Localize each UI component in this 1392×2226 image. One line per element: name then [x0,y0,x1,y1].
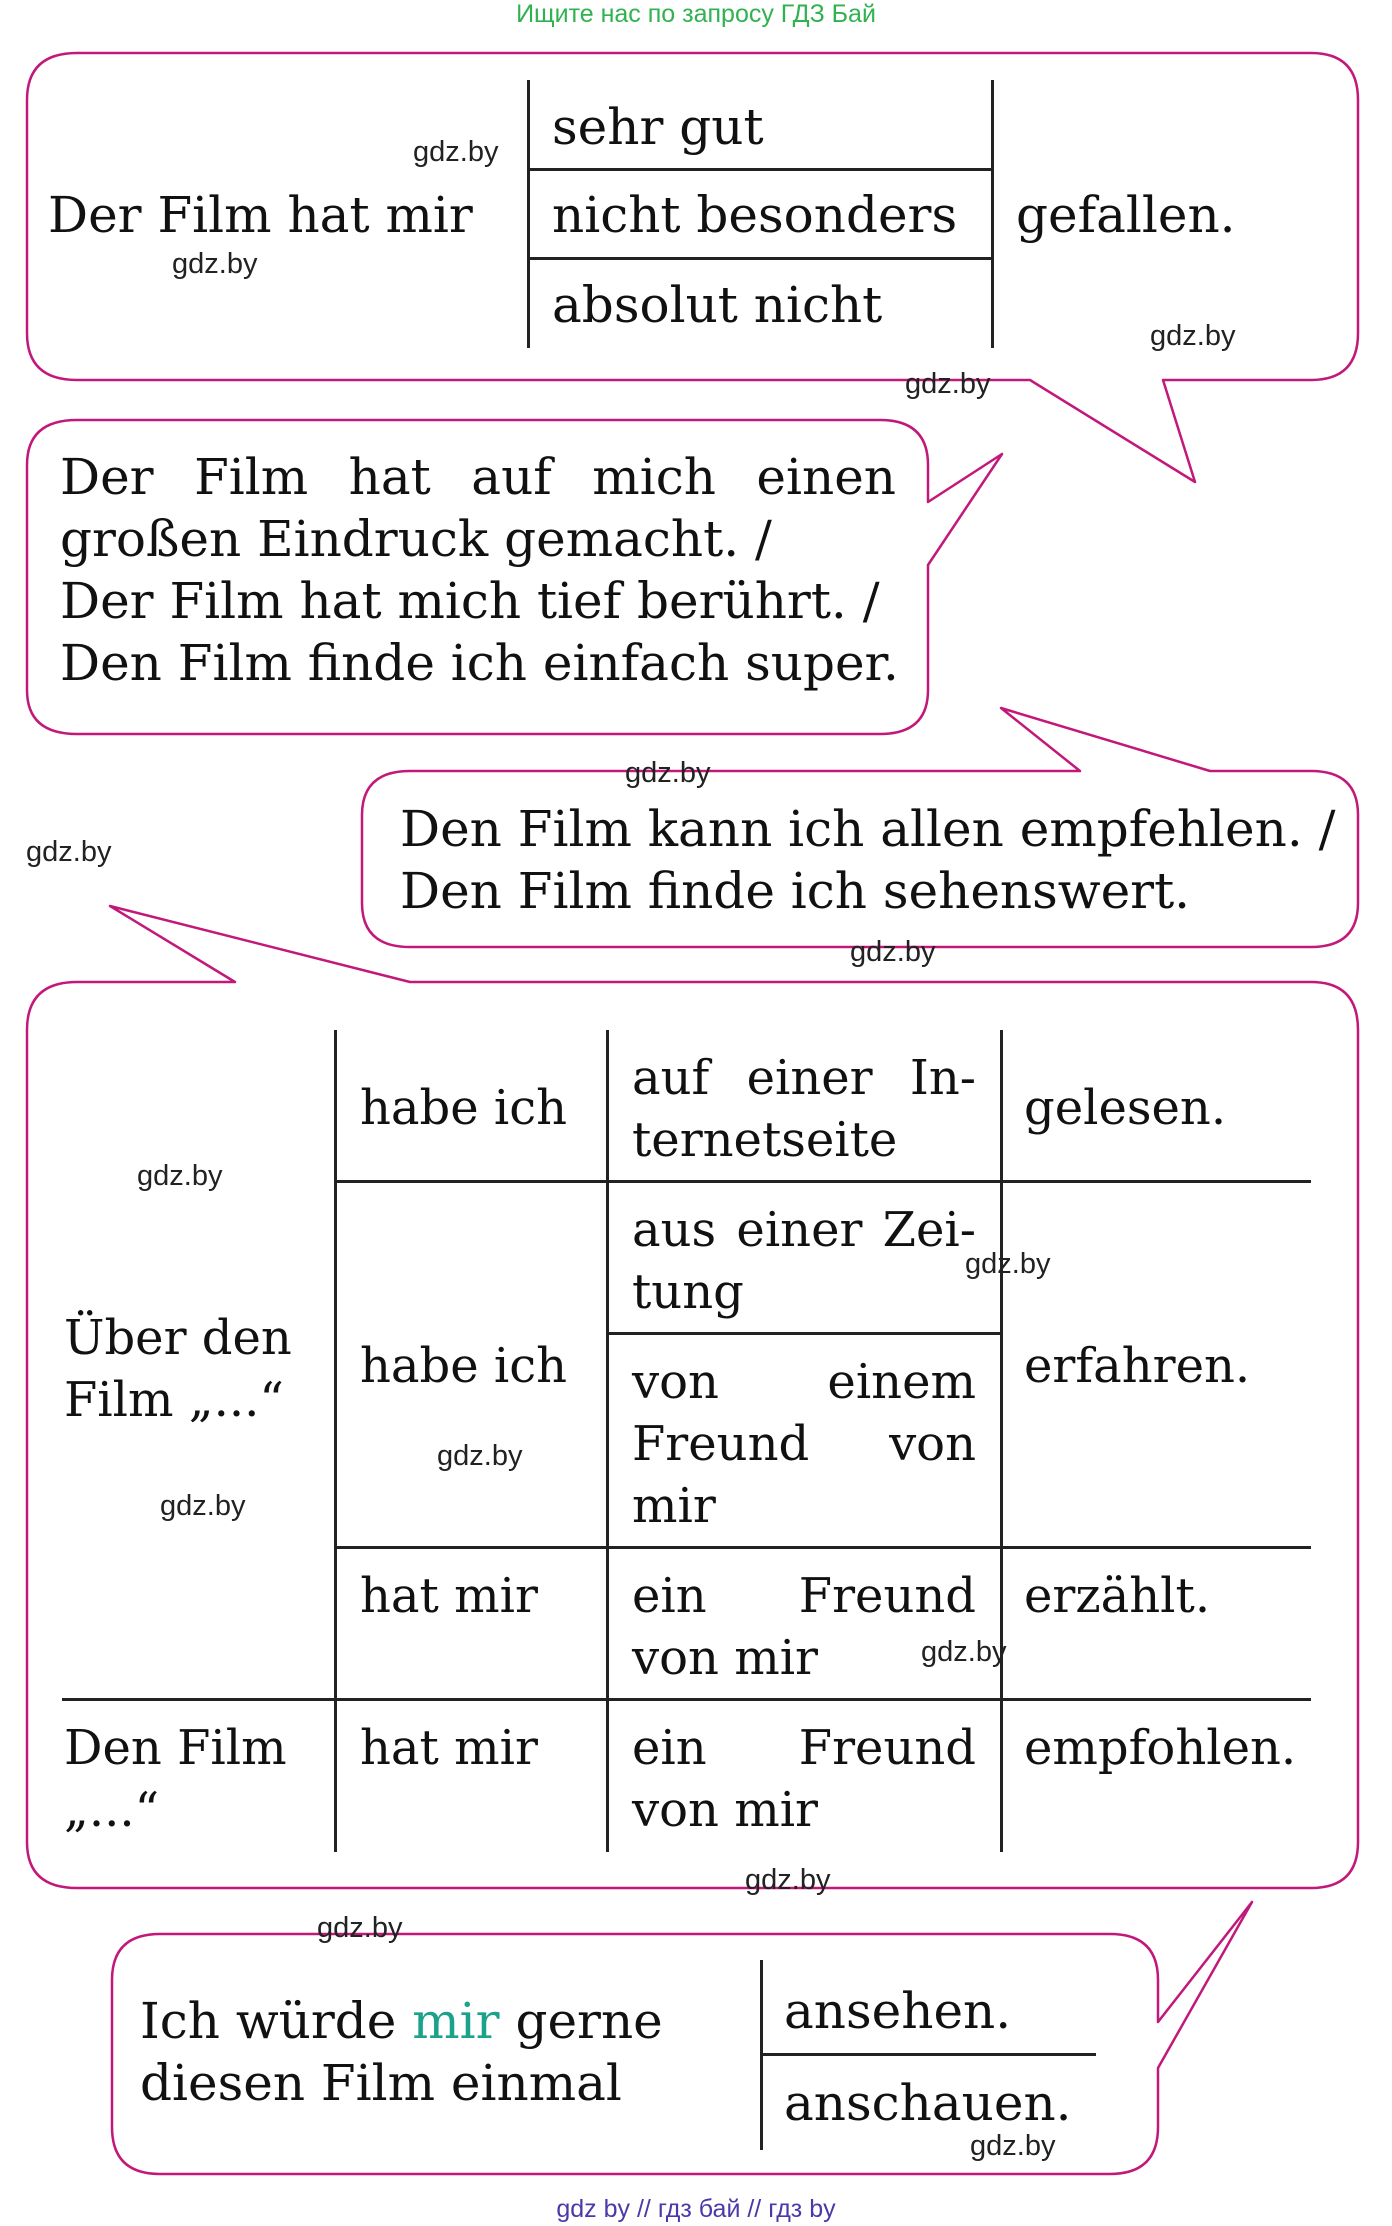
b4-r3-end: erzählt. [1024,1568,1211,1624]
watermark: gdz.by [413,136,499,168]
b2-line-4: Den Film finde ich einfach super. [60,634,899,692]
b1-sentence-start: Der Film hat mir [48,186,473,244]
b4-cell-divider [606,1332,1003,1335]
b4-row-divider-2 [334,1546,1311,1549]
b4-r2-source-b-line-3: mir [632,1478,716,1534]
b4-r2-end: erfahren. [1024,1338,1251,1394]
watermark: gdz.by [905,368,991,400]
b5-row-divider [760,2053,1096,2056]
watermark: gdz.by [965,1248,1051,1280]
watermark: gdz.by [745,1864,831,1896]
watermark: gdz.by [921,1636,1007,1668]
b5-line-1-end: gerne [499,1992,663,2050]
b4-r4-verb: hat mir [360,1720,538,1776]
watermark: gdz.by [26,836,112,868]
b4-row-divider-3 [62,1698,1311,1701]
b1-row-divider-1 [527,168,994,171]
watermark: gdz.by [850,936,936,968]
b4-r1-verb: habe ich [360,1080,568,1136]
watermark: gdz.by [970,2130,1056,2162]
b4-r1-source-line-2: ternetseite [632,1112,898,1168]
b4-r2-source-b-line-2: Freund von [632,1416,976,1472]
b5-line-1 [140,1992,663,2050]
b2-line-3: Der Film hat mich tief berührt. / [60,572,880,630]
b4-r2-source-a-line-1: aus einer Zei- [632,1202,976,1258]
b1-sentence-end: gefallen. [1016,186,1236,244]
b4-col-divider-2 [606,1030,609,1852]
b1-divider-right [991,80,994,348]
watermark: gdz.by [172,248,258,280]
b4-uber-line-1: Über den [64,1310,292,1366]
b4-den-line-1: Den Film [64,1720,287,1776]
watermark: gdz.by [1150,320,1236,352]
b4-r4-source-line-2: von mir [632,1782,818,1838]
b3-line-2: Den Film finde ich sehenswert. [400,862,1191,920]
b2-line-2: großen Eindruck gemacht. / [60,510,772,568]
watermark: gdz.by [137,1160,223,1192]
b4-r3-source-line-2: von mir [632,1630,818,1686]
b4-col-divider-3 [1000,1030,1003,1852]
watermark: gdz.by [160,1490,246,1522]
b4-r2-verb: habe ich [360,1338,568,1394]
b4-r2-source-a-line-2: tung [632,1264,744,1320]
watermark: gdz.by [625,757,711,789]
b5-highlight-mir: mir [412,1992,500,2050]
b5-line-2: diesen Film einmal [140,2054,622,2112]
b5-option-1: ansehen. [784,1982,1012,2040]
b4-uber-line-2: Film „...“ [64,1372,284,1428]
b1-option-3: absolut nicht [552,276,883,334]
b1-row-divider-2 [527,257,994,260]
b4-r4-end: empfohlen. [1024,1720,1297,1776]
b4-r4-source-line-1: ein Freund [632,1720,976,1776]
b5-line-1-start: Ich würde [140,1992,413,2050]
b4-r1-source-line-1: auf einer In- [632,1050,976,1106]
b1-option-2: nicht besonders [552,186,958,244]
b1-option-1: sehr gut [552,98,764,156]
footer-watermark: gdz by // гдз бай // гдз by [556,2195,836,2223]
watermark: gdz.by [317,1912,403,1944]
b4-den-line-2: „...“ [64,1782,160,1838]
b4-r1-end: gelesen. [1024,1080,1227,1136]
b4-row-divider-1 [334,1180,1311,1183]
b4-col-divider-1 [334,1030,337,1852]
b3-line-1: Den Film kann ich allen empfehlen. / [400,800,1336,858]
b4-r3-source-line-1: ein Freund [632,1568,976,1624]
b5-option-2: anschauen. [784,2074,1072,2132]
watermark: gdz.by [437,1440,523,1472]
b2-line-1: Der Film hat auf mich einen [60,448,896,506]
b1-divider-left [527,80,530,348]
b4-r2-source-b-line-1: von einem [632,1354,976,1410]
search-banner: Ищите нас по запросу ГДЗ Бай [516,0,876,28]
b4-r3-verb: hat mir [360,1568,538,1624]
